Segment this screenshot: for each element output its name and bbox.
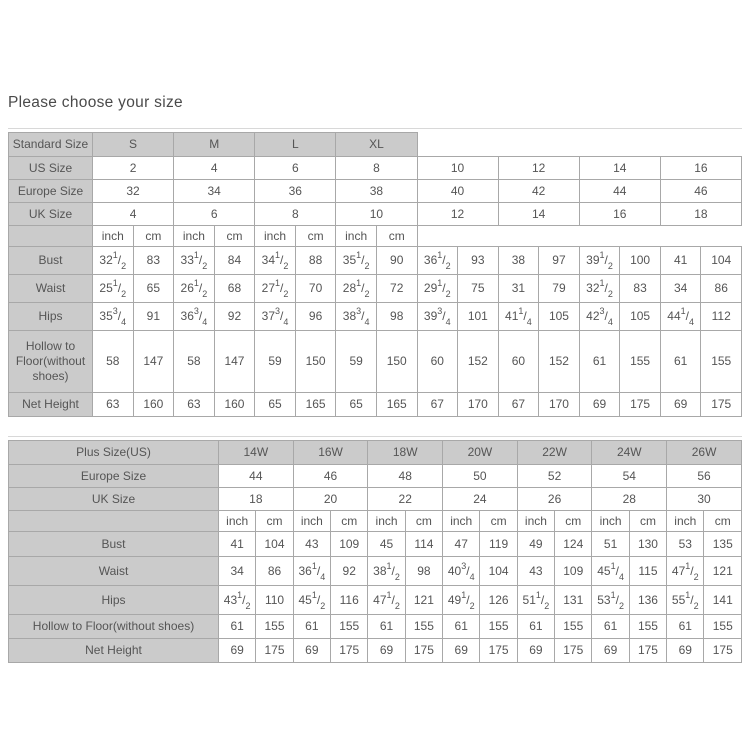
measure-value-cell: $35^1/_2$	[336, 247, 377, 275]
size-value-cell: 54	[592, 465, 667, 488]
size-value-cell: 42	[498, 180, 579, 203]
row-label: Hips	[9, 303, 93, 331]
measure-value-cell: 67	[498, 393, 539, 417]
unit-header: inch	[93, 226, 134, 247]
unit-header: inch	[443, 511, 480, 532]
measure-value-cell: $29^1/_2$	[417, 275, 458, 303]
measure-value-cell: 65	[336, 393, 377, 417]
measure-value-cell: 110	[256, 586, 293, 615]
row-label: Net Height	[9, 393, 93, 417]
row-label: Hips	[9, 586, 219, 615]
size-value-cell: 52	[517, 465, 592, 488]
unit-row-label	[9, 511, 219, 532]
row-label: Net Height	[9, 639, 219, 663]
measure-value-cell: 170	[539, 393, 580, 417]
table-row	[9, 465, 742, 488]
size-header: 20W	[443, 441, 518, 465]
row-label: Bust	[9, 532, 219, 557]
measure-value-cell: 65	[133, 275, 174, 303]
measure-value-cell: 131	[555, 586, 592, 615]
size-value-cell: 28	[592, 488, 667, 511]
measure-value-cell: 126	[480, 586, 517, 615]
size-value-cell: 44	[219, 465, 294, 488]
measure-value-cell: 49	[517, 532, 554, 557]
measure-value-cell: 47	[443, 532, 480, 557]
measure-value-cell: 69	[592, 639, 629, 663]
measure-value-cell: 155	[555, 615, 592, 639]
size-value-cell: 18	[219, 488, 294, 511]
size-row-label: Standard Size	[9, 133, 93, 157]
table-row	[9, 275, 742, 303]
measure-value-cell: 70	[295, 275, 336, 303]
measure-value-cell: 136	[629, 586, 666, 615]
measure-value-cell: 165	[376, 393, 417, 417]
measure-value-cell: 68	[214, 275, 255, 303]
row-label: Hollow to Floor(without shoes)	[9, 331, 93, 393]
measure-value-cell: 88	[295, 247, 336, 275]
measure-value-cell: 58	[174, 331, 215, 393]
measure-value-cell: 61	[579, 331, 620, 393]
size-value-cell: 14	[579, 157, 660, 180]
measure-value-cell: 104	[256, 532, 293, 557]
unit-header: cm	[629, 511, 666, 532]
measure-value-cell: 114	[405, 532, 442, 557]
size-value-cell: 16	[579, 203, 660, 226]
measure-value-cell: 175	[555, 639, 592, 663]
measure-value-cell: 86	[701, 275, 742, 303]
unit-header: inch	[592, 511, 629, 532]
size-value-cell: 44	[579, 180, 660, 203]
measure-value-cell: 34	[660, 275, 701, 303]
unit-header: inch	[368, 511, 405, 532]
measure-value-cell: 112	[701, 303, 742, 331]
size-value-cell: 30	[667, 488, 742, 511]
size-value-cell: 46	[660, 180, 741, 203]
measure-value-cell: 61	[219, 615, 256, 639]
unit-header: cm	[214, 226, 255, 247]
measure-value-cell: 58	[93, 331, 134, 393]
measure-value-cell: $53^1/_2$	[592, 586, 629, 615]
measure-value-cell: 59	[336, 331, 377, 393]
table-row	[9, 488, 742, 511]
size-value-cell: 8	[255, 203, 336, 226]
plus-size-table-mount	[8, 440, 742, 663]
measure-value-cell: $41^1/_4$	[498, 303, 539, 331]
size-value-cell: 2	[93, 157, 174, 180]
measure-value-cell: 175	[704, 639, 742, 663]
measure-value-cell: 84	[214, 247, 255, 275]
standard-size-table-mount	[8, 132, 742, 417]
measure-value-cell: 147	[133, 331, 174, 393]
measure-value-cell: 92	[214, 303, 255, 331]
size-value-cell: 22	[368, 488, 443, 511]
measure-value-cell: 96	[295, 303, 336, 331]
size-value-cell: 12	[498, 157, 579, 180]
unit-header: cm	[295, 226, 336, 247]
measure-value-cell: 115	[629, 557, 666, 586]
measure-value-cell: 61	[293, 615, 330, 639]
table-row	[9, 511, 742, 532]
size-value-cell: 20	[293, 488, 368, 511]
measure-value-cell: 69	[517, 639, 554, 663]
measure-value-cell: 165	[295, 393, 336, 417]
size-value-cell: 6	[255, 157, 336, 180]
row-label: Europe Size	[9, 180, 93, 203]
measure-value-cell: $32^1/_2$	[93, 247, 134, 275]
measure-value-cell: $39^3/_4$	[417, 303, 458, 331]
measure-value-cell: 175	[256, 639, 293, 663]
measure-value-cell: 98	[376, 303, 417, 331]
size-header: L	[255, 133, 336, 157]
table-row	[9, 180, 742, 203]
row-label: UK Size	[9, 488, 219, 511]
row-label: UK Size	[9, 203, 93, 226]
measure-value-cell: 175	[620, 393, 661, 417]
unit-header: inch	[255, 226, 296, 247]
measure-value-cell: $51^1/_2$	[517, 586, 554, 615]
size-value-cell: 6	[174, 203, 255, 226]
measure-value-cell: 61	[667, 615, 704, 639]
table-row	[9, 557, 742, 586]
measure-value-cell: 79	[539, 275, 580, 303]
measure-value-cell: 155	[405, 615, 442, 639]
size-value-cell: 40	[417, 180, 498, 203]
measure-value-cell: 155	[480, 615, 517, 639]
size-row-label: Plus Size(US)	[9, 441, 219, 465]
measure-value-cell: 109	[331, 532, 368, 557]
measure-value-cell: 155	[704, 615, 742, 639]
measure-value-cell: 119	[480, 532, 517, 557]
plus-size-table	[8, 440, 742, 663]
unit-header: inch	[667, 511, 704, 532]
measure-value-cell: $44^1/_4$	[660, 303, 701, 331]
measure-value-cell: 160	[133, 393, 174, 417]
measure-value-cell: 69	[667, 639, 704, 663]
measure-value-cell: 69	[443, 639, 480, 663]
table-row	[9, 393, 742, 417]
unit-header: inch	[517, 511, 554, 532]
measure-value-cell: $47^1/_2$	[368, 586, 405, 615]
table-row	[9, 586, 742, 615]
measure-value-cell: 63	[174, 393, 215, 417]
measure-value-cell: $40^3/_4$	[443, 557, 480, 586]
unit-header: cm	[405, 511, 442, 532]
row-label: US Size	[9, 157, 93, 180]
measure-value-cell: 150	[376, 331, 417, 393]
measure-value-cell: 69	[660, 393, 701, 417]
size-value-cell: 36	[255, 180, 336, 203]
measure-value-cell: $38^3/_4$	[336, 303, 377, 331]
measure-value-cell: 93	[458, 247, 499, 275]
size-header: S	[93, 133, 174, 157]
size-value-cell: 10	[336, 203, 417, 226]
unit-header: cm	[256, 511, 293, 532]
measure-value-cell: 67	[417, 393, 458, 417]
unit-header: inch	[219, 511, 256, 532]
size-header: 26W	[667, 441, 742, 465]
measure-value-cell: 152	[458, 331, 499, 393]
unit-header: cm	[331, 511, 368, 532]
size-value-cell: 18	[660, 203, 741, 226]
table-row	[9, 303, 742, 331]
measure-value-cell: 61	[660, 331, 701, 393]
measure-value-cell: 63	[93, 393, 134, 417]
table-row	[9, 133, 742, 157]
measure-value-cell: 92	[331, 557, 368, 586]
size-value-cell: 26	[517, 488, 592, 511]
size-header: 16W	[293, 441, 368, 465]
measure-value-cell: 124	[555, 532, 592, 557]
measure-value-cell: $38^1/_2$	[368, 557, 405, 586]
measure-value-cell: 61	[592, 615, 629, 639]
unit-header: cm	[133, 226, 174, 247]
measure-value-cell: 61	[368, 615, 405, 639]
measure-value-cell: 175	[701, 393, 742, 417]
unit-row-label	[9, 226, 93, 247]
measure-value-cell: 150	[295, 331, 336, 393]
measure-value-cell: 160	[214, 393, 255, 417]
size-value-cell: 24	[443, 488, 518, 511]
measure-value-cell: 97	[539, 247, 580, 275]
table-row	[9, 441, 742, 465]
measure-value-cell: $39^1/_2$	[579, 247, 620, 275]
measure-value-cell: 38	[498, 247, 539, 275]
measure-value-cell: 60	[498, 331, 539, 393]
size-header: 14W	[219, 441, 294, 465]
table-row	[9, 639, 742, 663]
measure-value-cell: 121	[704, 557, 742, 586]
measure-value-cell: $37^3/_4$	[255, 303, 296, 331]
size-value-cell: 4	[174, 157, 255, 180]
size-header: 22W	[517, 441, 592, 465]
measure-value-cell: 34	[219, 557, 256, 586]
row-label: Waist	[9, 275, 93, 303]
measure-value-cell: 41	[219, 532, 256, 557]
measure-value-cell: 170	[458, 393, 499, 417]
measure-value-cell: 104	[480, 557, 517, 586]
table-row	[9, 247, 742, 275]
size-value-cell: 4	[93, 203, 174, 226]
measure-value-cell: $27^1/_2$	[255, 275, 296, 303]
measure-value-cell: 86	[256, 557, 293, 586]
measure-value-cell: 90	[376, 247, 417, 275]
size-value-cell: 56	[667, 465, 742, 488]
unit-header: cm	[480, 511, 517, 532]
measure-value-cell: $49^1/_2$	[443, 586, 480, 615]
size-header: XL	[336, 133, 417, 157]
measure-value-cell: $45^1/_4$	[592, 557, 629, 586]
measure-value-cell: $33^1/_2$	[174, 247, 215, 275]
measure-value-cell: $35^3/_4$	[93, 303, 134, 331]
measure-value-cell: 152	[539, 331, 580, 393]
table-row	[9, 331, 742, 393]
measure-value-cell: $36^1/_4$	[293, 557, 330, 586]
page-title: Please choose your size	[8, 94, 183, 111]
measure-value-cell: 155	[701, 331, 742, 393]
row-label: Waist	[9, 557, 219, 586]
measure-value-cell: $34^1/_2$	[255, 247, 296, 275]
table-row	[9, 203, 742, 226]
measure-value-cell: $32^1/_2$	[579, 275, 620, 303]
measure-value-cell: 155	[629, 615, 666, 639]
size-value-cell: 14	[498, 203, 579, 226]
measure-value-cell: 98	[405, 557, 442, 586]
row-label: Bust	[9, 247, 93, 275]
measure-value-cell: 83	[133, 247, 174, 275]
size-header: 24W	[592, 441, 667, 465]
measure-value-cell: 41	[660, 247, 701, 275]
measure-value-cell: 100	[620, 247, 661, 275]
size-value-cell: 32	[93, 180, 174, 203]
plus-size-table-wrap	[8, 436, 742, 663]
measure-value-cell: 175	[629, 639, 666, 663]
size-value-cell: 16	[660, 157, 741, 180]
measure-value-cell: 175	[331, 639, 368, 663]
measure-value-cell: 69	[219, 639, 256, 663]
table-row	[9, 226, 742, 247]
unit-header: inch	[336, 226, 377, 247]
measure-value-cell: $42^3/_4$	[579, 303, 620, 331]
measure-value-cell: 135	[704, 532, 742, 557]
measure-value-cell: 116	[331, 586, 368, 615]
unit-header: cm	[704, 511, 742, 532]
measure-value-cell: 65	[255, 393, 296, 417]
measure-value-cell: 59	[255, 331, 296, 393]
size-value-cell: 48	[368, 465, 443, 488]
unit-header: inch	[174, 226, 215, 247]
measure-value-cell: 45	[368, 532, 405, 557]
measure-value-cell: 69	[293, 639, 330, 663]
unit-header: cm	[376, 226, 417, 247]
size-header: M	[174, 133, 255, 157]
measure-value-cell: 72	[376, 275, 417, 303]
measure-value-cell: 130	[629, 532, 666, 557]
unit-header: cm	[555, 511, 592, 532]
size-value-cell: 34	[174, 180, 255, 203]
measure-value-cell: $43^1/_2$	[219, 586, 256, 615]
table-row	[9, 615, 742, 639]
measure-value-cell: 121	[405, 586, 442, 615]
measure-value-cell: 61	[517, 615, 554, 639]
measure-value-cell: 53	[667, 532, 704, 557]
table-row	[9, 532, 742, 557]
measure-value-cell: 69	[579, 393, 620, 417]
size-value-cell: 10	[417, 157, 498, 180]
size-header: 18W	[368, 441, 443, 465]
measure-value-cell: $36^3/_4$	[174, 303, 215, 331]
measure-value-cell: 109	[555, 557, 592, 586]
standard-size-table-wrap	[8, 128, 742, 417]
measure-value-cell: 175	[405, 639, 442, 663]
size-value-cell: 50	[443, 465, 518, 488]
measure-value-cell: 155	[620, 331, 661, 393]
standard-size-table	[8, 132, 742, 417]
measure-value-cell: 147	[214, 331, 255, 393]
unit-header: inch	[293, 511, 330, 532]
measure-value-cell: 155	[331, 615, 368, 639]
measure-value-cell: $47^1/_2$	[667, 557, 704, 586]
measure-value-cell: $26^1/_2$	[174, 275, 215, 303]
measure-value-cell: 31	[498, 275, 539, 303]
measure-value-cell: 101	[458, 303, 499, 331]
measure-value-cell: 60	[417, 331, 458, 393]
size-value-cell: 38	[336, 180, 417, 203]
measure-value-cell: 155	[256, 615, 293, 639]
measure-value-cell: 43	[517, 557, 554, 586]
size-value-cell: 8	[336, 157, 417, 180]
size-value-cell: 46	[293, 465, 368, 488]
measure-value-cell: 91	[133, 303, 174, 331]
measure-value-cell: 141	[704, 586, 742, 615]
measure-value-cell: $55^1/_2$	[667, 586, 704, 615]
measure-value-cell: 61	[443, 615, 480, 639]
table-row	[9, 157, 742, 180]
measure-value-cell: 175	[480, 639, 517, 663]
measure-value-cell: 75	[458, 275, 499, 303]
row-label: Europe Size	[9, 465, 219, 488]
measure-value-cell: 83	[620, 275, 661, 303]
measure-value-cell: 104	[701, 247, 742, 275]
measure-value-cell: $45^1/_2$	[293, 586, 330, 615]
measure-value-cell: 51	[592, 532, 629, 557]
measure-value-cell: 43	[293, 532, 330, 557]
measure-value-cell: $25^1/_2$	[93, 275, 134, 303]
measure-value-cell: 105	[620, 303, 661, 331]
measure-value-cell: $36^1/_2$	[417, 247, 458, 275]
row-label: Hollow to Floor(without shoes)	[9, 615, 219, 639]
measure-value-cell: 105	[539, 303, 580, 331]
measure-value-cell: 69	[368, 639, 405, 663]
size-value-cell: 12	[417, 203, 498, 226]
measure-value-cell: $28^1/_2$	[336, 275, 377, 303]
